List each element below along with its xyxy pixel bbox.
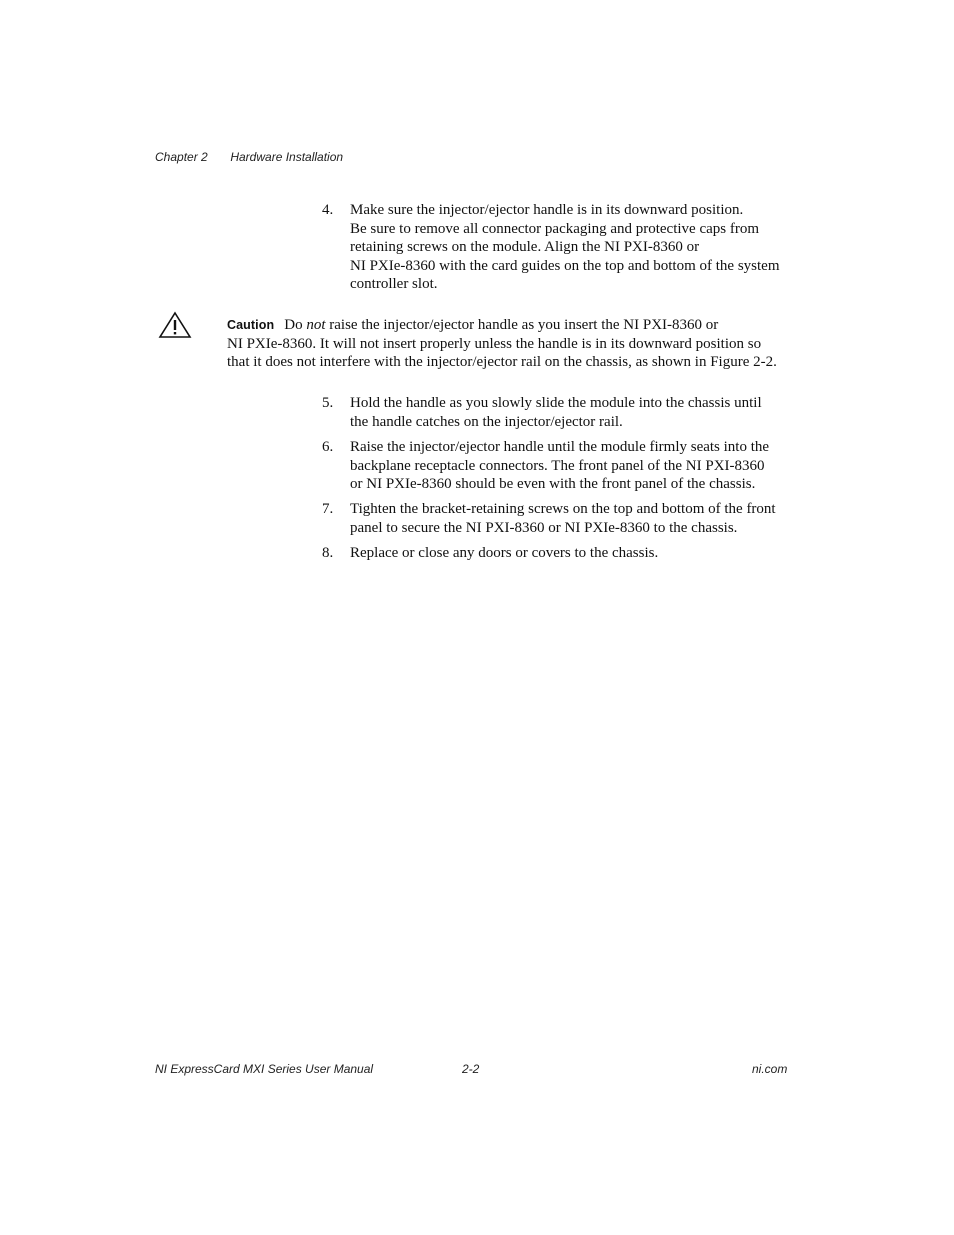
step-item: [322, 544, 792, 563]
footer-website: ni.com: [752, 1062, 788, 1076]
step-item: [322, 394, 792, 431]
step-item: [322, 201, 792, 294]
caution-emphasis: not: [306, 317, 326, 333]
step-item: [322, 500, 792, 537]
chapter-label: Chapter 2: [155, 150, 208, 164]
chapter-title: Hardware Installation: [230, 150, 344, 164]
step-number: 4.: [322, 202, 334, 218]
step-number: 5.: [322, 395, 334, 411]
step-item: [322, 438, 792, 494]
step-text: Raise the injector/ejector handle until the module firmly seats into the backplane receptacle connectors. The front panel of the NI PXI-8360 or NI PXIe-8360 should be even with the front panel of the chassis.: [350, 439, 770, 493]
caution-text-rest: raise the injector/ejector handle as you insert the NI PXI-8360 or NI PXIe-8360. It will not insert properly unless the handle is in its downward position so that it does not interfere with the injector/ejector rail on the chassis, as shown in Figure 2-2.: [227, 317, 777, 371]
caution-text-start: Do: [284, 317, 307, 333]
warning-triangle-icon: [158, 311, 192, 339]
running-header: [155, 150, 343, 164]
caution-note: [227, 316, 797, 372]
step-text: Hold the handle as you slowly slide the module into the chassis until the handle catches on the injector/ejector rail.: [350, 395, 762, 430]
step-text: Replace or close any doors or covers to the chassis.: [350, 545, 659, 561]
step-text: Tighten the bracket-retaining screws on the top and bottom of the front panel to secure the NI PXI-8360 or NI PXIe-8360 to the chassis.: [350, 501, 776, 536]
footer-page-number: 2-2: [462, 1062, 480, 1076]
caution-label: Caution: [227, 318, 275, 332]
step-number: 8.: [322, 545, 334, 561]
step-text: Make sure the injector/ejector handle is in its downward position. Be sure to remove all connector packaging and protective caps from retaining screws on the module. Align the NI PXI-8360 or NI PXIe-8360 with the card guides on the top and bottom of the system controller slot.: [350, 202, 780, 293]
step-number: 7.: [322, 501, 334, 517]
step-number: 6.: [322, 439, 334, 455]
footer-manual-title: NI ExpressCard MXI Series User Manual: [155, 1062, 374, 1076]
